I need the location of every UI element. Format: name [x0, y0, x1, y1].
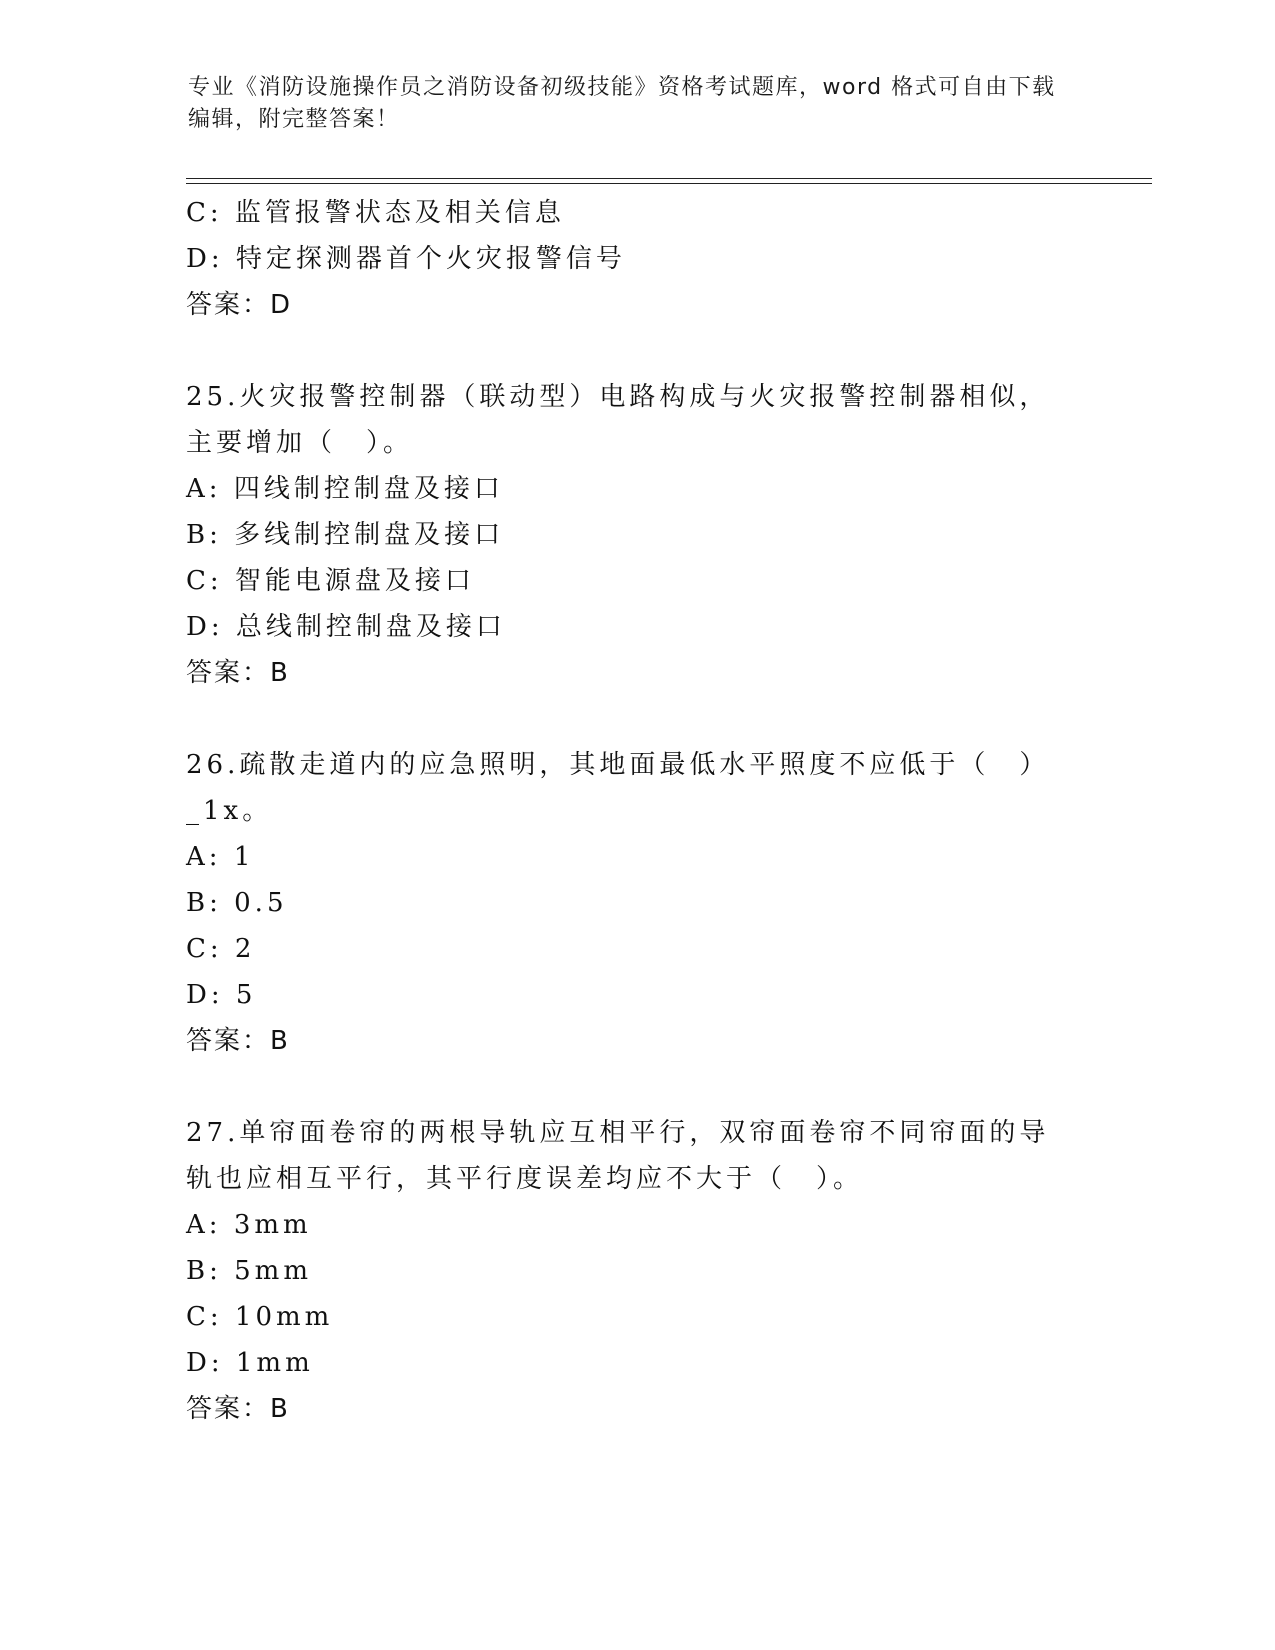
option-d: D: 总线制控制盘及接口	[186, 612, 506, 642]
option-c: C: 监管报警状态及相关信息	[186, 198, 565, 228]
option-a: A: 3mm	[186, 1210, 312, 1240]
answer-line: 答案：B	[186, 1026, 290, 1056]
question-25	[186, 374, 1086, 696]
option-b: B: 多线制控制盘及接口	[186, 520, 505, 550]
option-d: D: 特定探测器首个火灾报警信号	[186, 244, 626, 274]
question-stem: 27.单帘面卷帘的两根导轨应互相平行，双帘面卷帘不同帘面的导轨也应相互平行，其平行度误差均应不大于（ ）。	[186, 1118, 1050, 1194]
answer-line: 答案：B	[186, 1394, 290, 1424]
question-27	[186, 1110, 1086, 1432]
header-divider-bottom	[186, 183, 1152, 184]
question-list	[186, 190, 1086, 1478]
document-header: 专业《消防设施操作员之消防设备初级技能》资格考试题库，word 格式可自由下载编辑，附完整答案！	[188, 75, 1056, 132]
option-d: D: 1mm	[186, 1348, 314, 1378]
option-a: A: 四线制控制盘及接口	[186, 474, 504, 504]
option-a: A: 1	[186, 842, 255, 872]
option-b: B: 0.5	[186, 888, 288, 918]
option-c: C: 智能电源盘及接口	[186, 566, 475, 596]
option-c: C: 2	[186, 934, 256, 964]
option-c: C: 10mm	[186, 1302, 334, 1332]
answer-line: 答案：D	[186, 290, 293, 320]
question-stem: 25.火灾报警控制器（联动型）电路构成与火灾报警控制器相似，主要增加（ ）。	[186, 382, 1050, 458]
answer-line: 答案：B	[186, 658, 290, 688]
header-divider-top	[186, 178, 1152, 179]
prev-question	[186, 190, 1086, 328]
option-d: D: 5	[186, 980, 257, 1010]
question-stem: 26.疏散走道内的应急照明，其地面最低水平照度不应低于（ ）_1x。	[186, 750, 1050, 826]
option-b: B: 5mm	[186, 1256, 312, 1286]
question-26	[186, 742, 1086, 1064]
